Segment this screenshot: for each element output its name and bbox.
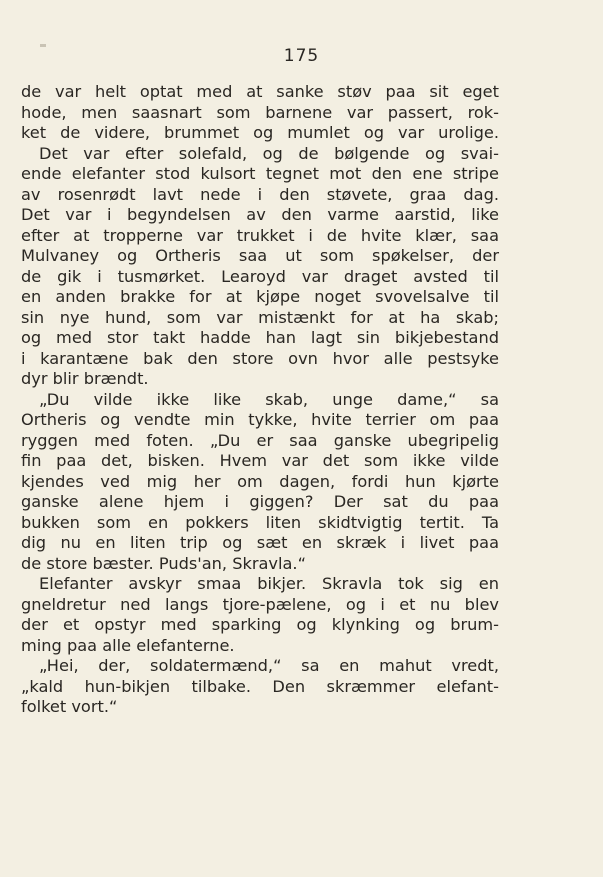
text-line: ende elefanter stod kulsort tegnet mot den ene stripe: [21, 164, 499, 183]
text-line: folket vort.“: [21, 697, 118, 716]
text-line: der et opstyr med sparking og klynking og brum-: [21, 615, 499, 634]
text-line: ket de videre, brummet og mumlet og var urolige.: [21, 123, 499, 142]
text-line: de var helt optat med at sanke støv paa sit eget: [21, 82, 499, 101]
text-line: sin nye hund, som var mistænkt for at ha skab;: [21, 307, 499, 327]
body-text: [21, 82, 499, 718]
text-line: „Du vilde ikke like skab, unge dame,“ sa: [39, 389, 499, 409]
page-number: 175: [283, 46, 320, 66]
text-line: ganske alene hjem i giggen? Der sat du paa: [21, 492, 499, 511]
text-line: „Hei, der, soldatermænd,“ sa en mahut vredt,: [39, 656, 499, 675]
text-line: og med stor takt hadde han lagt sin bikjebestand: [21, 328, 499, 347]
text-line: efter at tropperne var trukket i de hvite klær, saa: [21, 225, 499, 245]
text-line: Ortheris og vendte min tykke, hvite terrier om paa: [21, 410, 499, 429]
text-line: hode, men saasnart som barnene var passert, rok-: [21, 102, 499, 122]
text-line: Det var i begyndelsen av den varme aarstid, like: [21, 205, 499, 224]
text-line: ryggen med foten. „Du er saa ganske ubegripelig: [21, 430, 499, 450]
text-line: Det var efter solefald, og de bølgende og svai-: [39, 143, 499, 163]
text-line: ming paa alle elefanterne.: [21, 635, 235, 655]
text-line: dyr blir brændt.: [21, 369, 149, 388]
text-line: en anden brakke for at kjøpe noget svovelsalve til: [21, 287, 499, 306]
text-line: av rosenrødt lavt nede i den støvete, graa dag.: [21, 184, 499, 204]
text-line: fin paa det, bisken. Hvem var det som ikke vilde: [21, 451, 499, 470]
text-line: bukken som en pokkers liten skidtvigtig tertit. Ta: [21, 512, 499, 532]
text-line: Mulvaney og Ortheris saa ut som spøkelser, der: [21, 246, 499, 265]
text-line: i karantæne bak den store ovn hvor alle pestsyke: [21, 348, 499, 368]
text-line: „kald hun-bikjen tilbake. Den skræmmer elefant-: [21, 676, 499, 696]
text-line: dig nu en liten trip og sæt en skræk i livet paa: [21, 533, 499, 552]
text-line: kjendes ved mig her om dagen, fordi hun kjørte: [21, 471, 499, 491]
text-line: gneldretur ned langs tjore-pælene, og i et nu blev: [21, 594, 499, 614]
text-line: de store bæster. Puds'an, Skravla.“: [21, 553, 306, 573]
text-line: de gik i tusmørket. Learoyd var draget avsted til: [21, 266, 499, 286]
text-line: Elefanter avskyr smaa bikjer. Skravla tok sig en: [39, 574, 499, 593]
